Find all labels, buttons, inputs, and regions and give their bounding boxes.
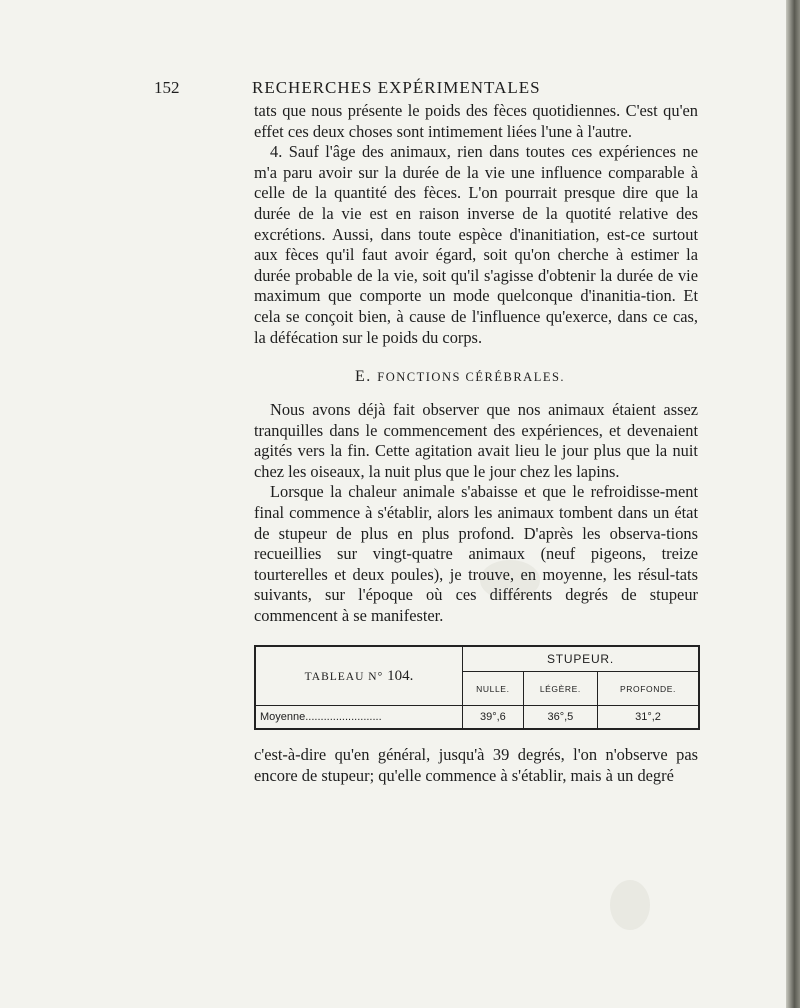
table-column-header: NULLE. bbox=[463, 672, 524, 706]
table-column-header: LÉGÈRE. bbox=[523, 672, 597, 706]
paragraph-fecal-weight bbox=[254, 101, 698, 348]
paragraph-line: Lorsque la chaleur animale s'abaisse et que le refroidisse-ment final commence à s'établir, alors les animaux tombent dans un état de stupeur de plus en plus profond. D'après les observa-tions recueillies sur vingt-quatre animaux (neuf pigeons, treize tourterelles et deux poules), je trouve, en moyenne, les résul-tats suivants, sur l'époque où ces différents degrés de stupeur commencent à se manifester. bbox=[254, 482, 698, 625]
table-column-header: PROFONDE. bbox=[598, 672, 699, 706]
table-row-label: Moyenne......................... bbox=[255, 706, 463, 730]
paragraph-conclusion bbox=[254, 745, 698, 786]
table-title: TABLEAU N° 104. bbox=[255, 646, 463, 706]
section-heading bbox=[355, 368, 565, 386]
paragraph-line: tats que nous présente le poids des fèces quotidiennes. C'est qu'en effet ces deux choses sont intimement liées l'une à l'autre. bbox=[254, 101, 698, 141]
section-title: FONCTIONS CÉRÉBRALES. bbox=[377, 370, 566, 384]
table-cell: 39°,6 bbox=[463, 706, 524, 730]
paragraph-line: Nous avons déjà fait observer que nos animaux étaient assez tranquilles dans le commencement des expériences, et devenaient agités vers la fin. Cette agitation avait lieu le jour plus que la nuit chez les oiseaux, la nuit plus que le jour chez les lapins. bbox=[254, 400, 698, 481]
stupor-table bbox=[254, 645, 700, 730]
paragraph-cerebral-functions bbox=[254, 400, 698, 627]
page-number: 152 bbox=[154, 78, 180, 97]
section-letter: E. bbox=[355, 368, 372, 385]
table-group-header: STUPEUR. bbox=[463, 646, 700, 672]
paragraph-line: 4. Sauf l'âge des animaux, rien dans toutes ces expériences ne m'a paru avoir sur la durée de la vie une influence comparable à celle de la quantité des fèces. L'on pourrait presque dire que la durée de la vie est en raison inverse de la quotité relative des excrétions. Aussi, dans toute espèce d'inanitiation, est-ce surtout aux fèces qu'il faut avoir égard, soit qu'on cherche à estimer la durée probable de la vie, soit qu'il s'agisse d'obtenir la durée de vie maximum que comporte un mode quelconque d'inanitia-tion. Et cela se conçoit bien, à cause de l'influence qu'exerce, dans ce cas, la défécation sur le poids du corps. bbox=[254, 142, 698, 347]
running-header bbox=[154, 78, 541, 98]
table-cell: 36°,5 bbox=[523, 706, 597, 730]
running-title: RECHERCHES EXPÉRIMENTALES bbox=[252, 78, 541, 97]
book-spine-shadow bbox=[786, 0, 800, 1008]
paper-stain bbox=[610, 880, 650, 930]
table-row bbox=[255, 706, 699, 730]
table-cell: 31°,2 bbox=[598, 706, 699, 730]
paragraph-line: c'est-à-dire qu'en général, jusqu'à 39 degrés, l'on n'observe pas encore de stupeur; qu'elle commence à s'établir, mais à un degré bbox=[254, 745, 698, 785]
